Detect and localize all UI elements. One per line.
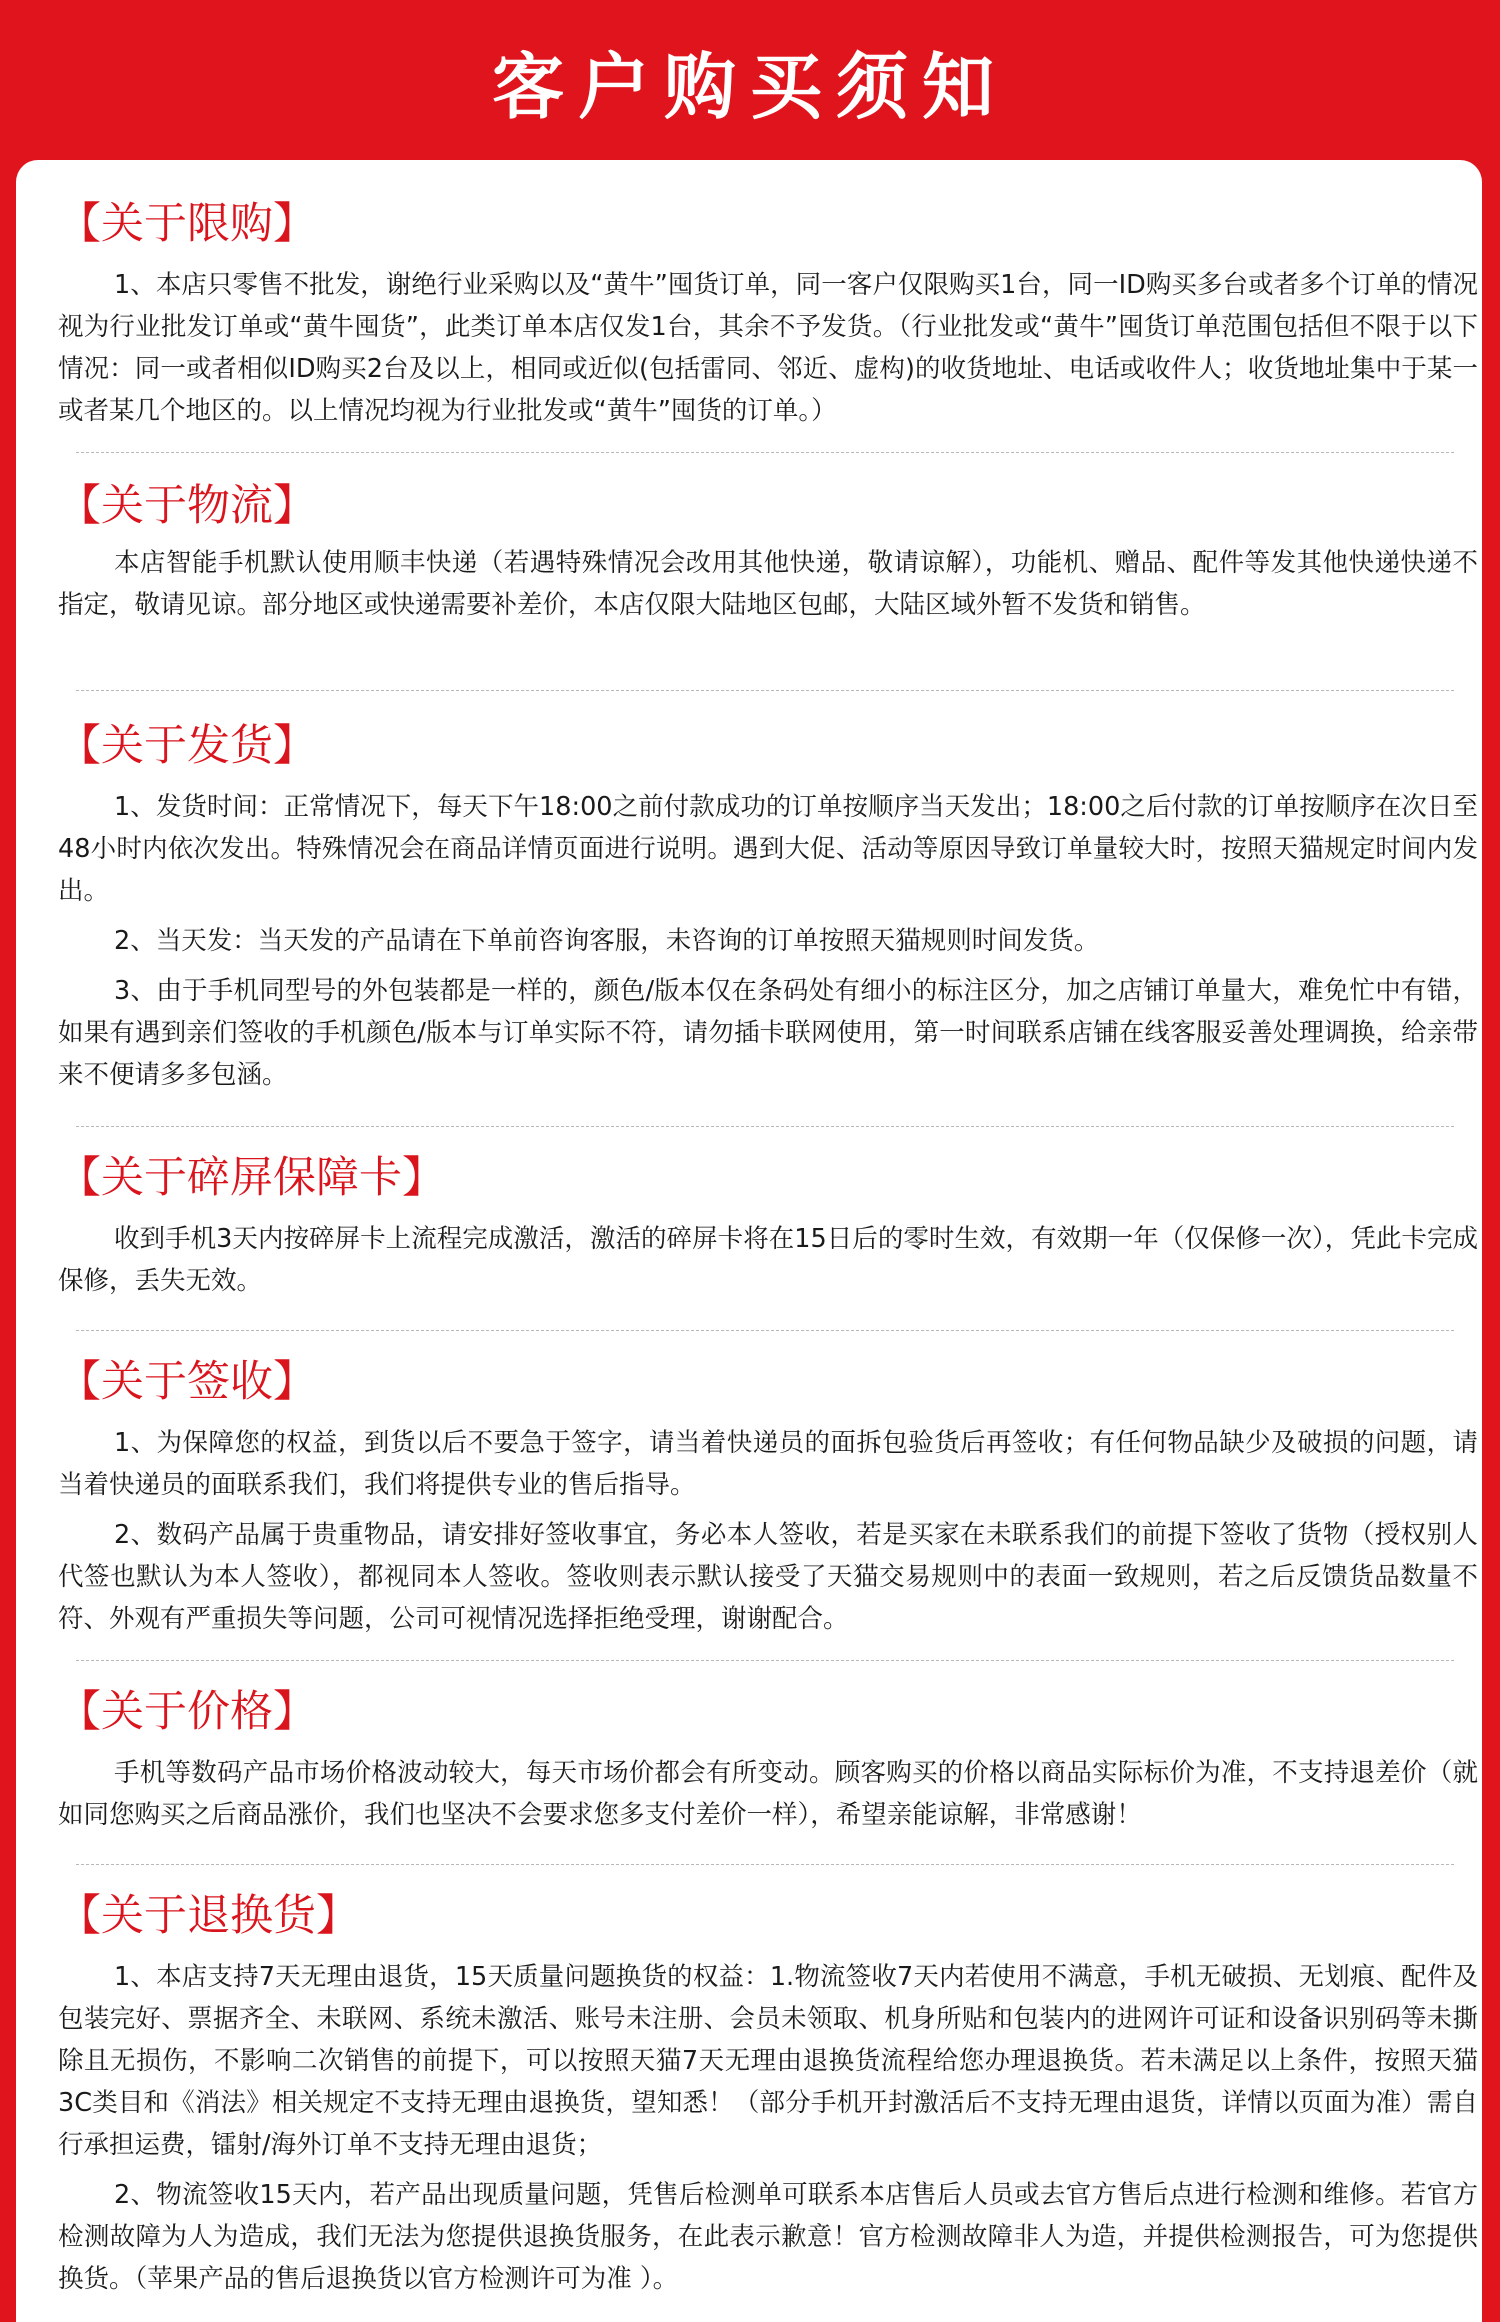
section-paragraph: 收到手机3天内按碎屏卡上流程完成激活，激活的碎屏卡将在15日后的零时生效，有效期一年（仅保修一次），凭此卡完成保修，丢失无效。 — [58, 1224, 1478, 1296]
section-paragraph: 2、当天发：当天发的产品请在下单前咨询客服，未咨询的订单按照天猫规则时间发货。 — [114, 926, 1100, 956]
section-receipt — [58, 1354, 1478, 1640]
section-title: 【关于签收】 — [58, 1357, 316, 1407]
section-paragraph: 2、物流签收15天内，若产品出现质量问题，凭售后检测单可联系本店售后人员或去官方售后点进行检测和维修。若官方检测故障为人为造成，我们无法为您提供退换货服务，在此表示歉意！官方检测故障非人为造，并提供检测报告，可为您提供换货。（苹果产品的售后退换货以官方检测许可为准 ）。 — [58, 2180, 1478, 2294]
section-title: 【关于价格】 — [58, 1687, 316, 1737]
section-title: 【关于限购】 — [58, 199, 316, 249]
section-paragraph: 本店智能手机默认使用顺丰快递（若遇特殊情况会改用其他快递，敬请谅解），功能机、赠品、配件等发其他快递快递不指定，敬请见谅。部分地区或快递需要补差价，本店仅限大陆地区包邮，大陆区域外暂不发货和销售。 — [58, 548, 1478, 620]
section-divider — [76, 1660, 1454, 1661]
section-divider — [76, 452, 1454, 453]
section-paragraph: 手机等数码产品市场价格波动较大，每天市场价都会有所变动。顾客购买的价格以商品实际标价为准，不支持退差价（就如同您购买之后商品涨价，我们也坚决不会要求您多支付差价一样），希望亲能谅解，非常感谢！ — [58, 1758, 1478, 1830]
section-paragraph: 3、由于手机同型号的外包装都是一样的，颜色/版本仅在条码处有细小的标注区分，加之店铺订单量大，难免忙中有错，如果有遇到亲们签收的手机颜色/版本与订单实际不符，请勿插卡联网使用，第一时间联系店铺在线客服妥善处理调换，给亲带来不便请多多包涵。 — [58, 976, 1478, 1090]
section-title: 【关于物流】 — [58, 481, 316, 531]
section-divider — [76, 1126, 1454, 1127]
section-paragraph: 1、本店支持7天无理由退货，15天质量问题换货的权益：1.物流签收7天内若使用不满意，手机无破损、无划痕、配件及包装完好、票据齐全、未联网、系统未激活、账号未注册、会员未领取、机身所贴和包装内的进网许可证和设备识别码等未撕除且无损伤，不影响二次销售的前提下，可以按照天猫7天无理由退换货流程给您办理退换货。若未满足以上条件，按照天猫3C类目和《消法》相关规定不支持无理由退换货，望知悉！（部分手机开封激活后不支持无理由退货，详情以页面为准）需自行承担运费，镭射/海外订单不支持无理由退货； — [58, 1962, 1478, 2160]
page-title: 客户购买须知 — [491, 45, 1008, 129]
section-returns — [58, 1888, 1478, 2300]
section-price — [58, 1684, 1478, 1836]
section-divider — [76, 1864, 1454, 1865]
section-title: 【关于退换货】 — [58, 1891, 359, 1941]
section-paragraph: 1、发货时间：正常情况下，每天下午18:00之前付款成功的订单按顺序当天发出；18:00之后付款的订单按顺序在次日至48小时内依次发出。特殊情况会在商品详情页面进行说明。遇到大促、活动等原因导致订单量较大时，按照天猫规定时间内发出。 — [58, 792, 1478, 906]
section-divider — [76, 690, 1454, 691]
section-divider — [76, 1330, 1454, 1331]
section-purchase-limit — [58, 196, 1478, 432]
section-title: 【关于碎屏保障卡】 — [58, 1153, 445, 1203]
section-logistics — [58, 478, 1478, 626]
section-screen-card — [58, 1150, 1478, 1302]
section-paragraph: 2、数码产品属于贵重物品，请安排好签收事宜，务必本人签收，若是买家在未联系我们的前提下签收了货物（授权别人代签也默认为本人签收），都视同本人签收。签收则表示默认接受了天猫交易规则中的表面一致规则，若之后反馈货品数量不符、外观有严重损失等问题，公司可视情况选择拒绝受理，谢谢配合。 — [58, 1520, 1478, 1634]
section-paragraph: 1、为保障您的权益，到货以后不要急于签字，请当着快递员的面拆包验货后再签收；有任何物品缺少及破损的问题，请当着快递员的面联系我们，我们将提供专业的售后指导。 — [58, 1428, 1478, 1500]
section-title: 【关于发货】 — [58, 721, 316, 771]
section-shipping — [58, 718, 1478, 1096]
notice-card — [16, 160, 1482, 2322]
header-banner — [0, 0, 1500, 160]
section-paragraph: 1、本店只零售不批发，谢绝行业采购以及“黄牛”囤货订单，同一客户仅限购买1台，同一ID购买多台或者多个订单的情况视为行业批发订单或“黄牛囤货”，此类订单本店仅发1台，其余不予发货。（行业批发或“黄牛”囤货订单范围包括但不限于以下情况：同一或者相似ID购买2台及以上，相同或近似(包括雷同、邻近、虚构)的收货地址、电话或收件人；收货地址集中于某一或者某几个地区的。以上情况均视为行业批发或“黄牛”囤货的订单。） — [58, 270, 1478, 426]
